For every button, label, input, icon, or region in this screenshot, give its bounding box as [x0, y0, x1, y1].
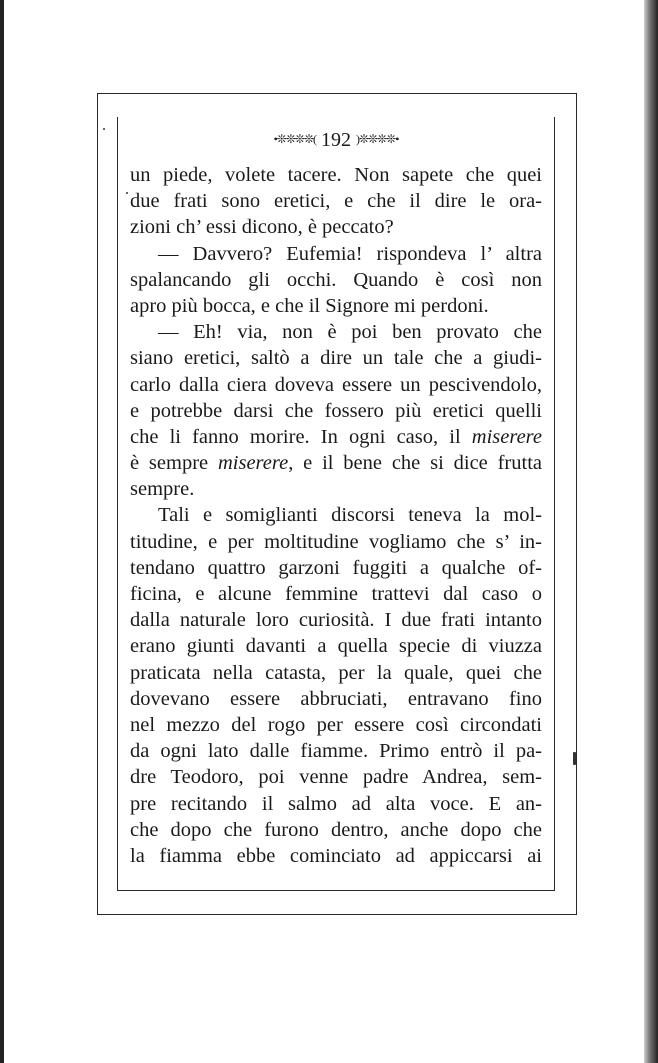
text-run: e potrebbe darsi che fossero più eretici quelli: [130, 399, 542, 422]
page-header: [117, 128, 555, 153]
text-line: [130, 424, 542, 450]
text-line: [130, 555, 542, 581]
text-line: [130, 712, 542, 738]
text-line: [130, 529, 542, 555]
text-run: pre recitando il salmo ad alta voce. E an-: [130, 792, 542, 815]
italic-text: miserere: [471, 425, 542, 448]
text-run: praticata nella catasta, per la quale, quei che: [130, 661, 542, 684]
header-ornament-left: •❊❊❊❊(: [273, 132, 316, 147]
page-scan-edge-right: [644, 0, 658, 1063]
text-run: dalla naturale loro curiosità. I due frati intanto: [130, 609, 542, 632]
text-run: sempre.: [130, 478, 195, 501]
header-ornament-right: )❊❊❊❊•: [356, 132, 399, 147]
page-scan-edge-left: [0, 0, 4, 1063]
text-line: [130, 843, 542, 869]
text-line: [130, 188, 542, 214]
text-run: tendano quattro garzoni fuggiti a qualche of-: [130, 556, 542, 579]
text-line: [130, 764, 542, 790]
text-run: carlo dalla ciera doveva essere un pescivendolo,: [130, 373, 542, 396]
page-number: 192: [321, 129, 351, 151]
text-run: apro più bocca, e che il Signore mi perdoni.: [130, 294, 489, 317]
text-line: [130, 214, 542, 240]
text-line: [130, 476, 542, 502]
italic-text: miserere: [217, 452, 289, 475]
text-line: [130, 502, 542, 528]
text-run: dovevano essere abbruciati, entravano fino: [130, 687, 542, 710]
body-text: [130, 162, 542, 869]
text-line: [130, 372, 542, 398]
text-run: è sempre: [130, 452, 218, 475]
ink-speck: [126, 192, 128, 194]
text-run: nel mezzo del rogo per essere così circondati: [130, 713, 542, 736]
text-run: siano eretici, saltò a dire un tale che a giudi-: [130, 347, 542, 370]
text-run: titudine, e per moltitudine vogliamo che s’ in-: [130, 530, 542, 553]
text-line: [130, 398, 542, 424]
text-line: [130, 319, 542, 345]
text-run: due frati sono eretici, e che il dire le ora-: [130, 190, 542, 213]
text-line: [130, 607, 542, 633]
text-line: [130, 450, 542, 476]
text-run: un piede, volete tacere. Non sapete che quei: [130, 164, 542, 186]
text-run: da ogni lato dalle fiamme. Primo entrò il pa-: [130, 740, 542, 763]
text-line: [130, 660, 542, 686]
text-run: ficina, e alcune femmine trattevi dal caso o: [130, 583, 542, 605]
text-run: erano giunti davanti a quella specie di viuzza: [130, 635, 542, 658]
text-line: [130, 738, 542, 764]
text-line: [130, 581, 542, 607]
text-line: [130, 241, 542, 267]
text-run: zioni ch’ essi dicono, è peccato?: [130, 216, 394, 239]
text-line: [130, 686, 542, 712]
ink-speck: [573, 752, 576, 765]
text-run: che li fanno morire. In ogni caso, il: [130, 425, 472, 448]
text-line: [130, 293, 542, 319]
text-run: spalancando gli occhi. Quando è così non: [130, 268, 542, 291]
text-line: [130, 817, 542, 843]
text-line: [130, 162, 542, 188]
text-line: [130, 791, 542, 817]
text-run: Tali e somiglianti discorsi teneva la mol-: [158, 504, 542, 527]
text-run: , e il bene che si dice frutta: [288, 452, 542, 475]
text-line: [130, 267, 542, 293]
text-line: [130, 633, 542, 659]
text-run: — Davvero? Eufemia! rispondeva l’ altra: [158, 242, 542, 265]
text-run: dre Teodoro, poi venne padre Andrea, sem-: [130, 766, 542, 789]
text-run: che dopo che furono dentro, anche dopo che: [130, 818, 542, 841]
text-run: — Eh! via, non è poi ben provato che: [158, 321, 542, 344]
ink-speck: [103, 128, 105, 130]
text-line: [130, 345, 542, 371]
text-run: la fiamma ebbe cominciato ad appiccarsi ai: [130, 844, 542, 867]
